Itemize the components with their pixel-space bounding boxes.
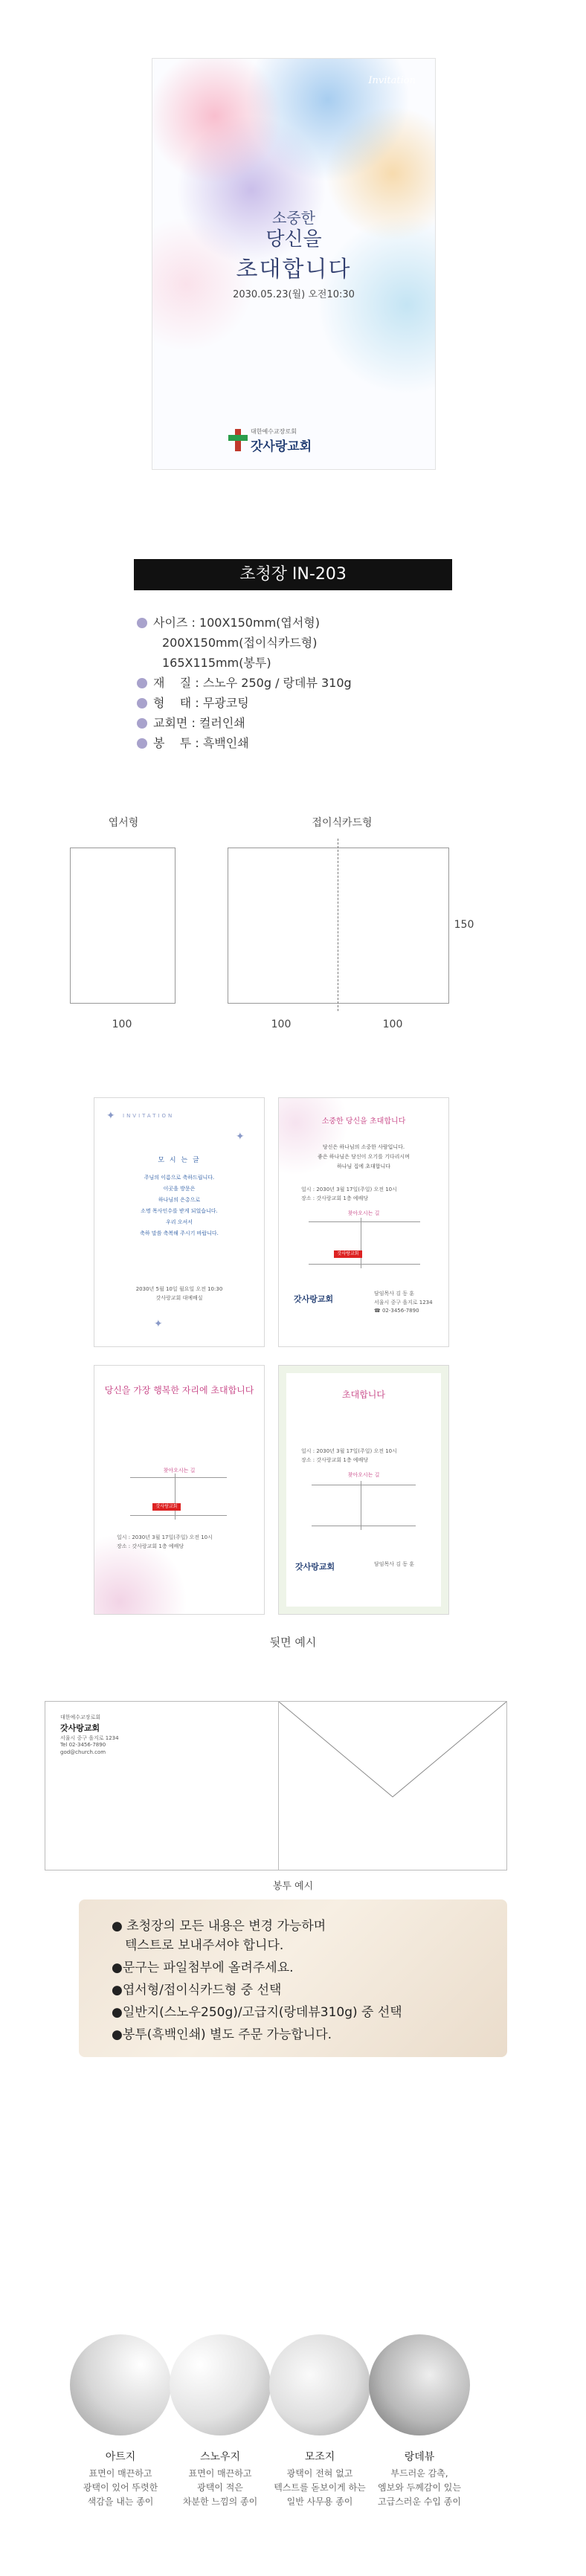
- envelope-flap: [279, 1702, 506, 1870]
- paper-sample-rendezvous: [369, 2334, 470, 2435]
- envelope-address: 서울시 중구 을지로 1234: [60, 1735, 119, 1741]
- spec-row: 형 태 : 무광코팅: [137, 694, 249, 712]
- card3-place: 장소 : 갓사랑교회 1층 예배당: [117, 1543, 184, 1549]
- card4-map-title: 찾아오시는 길: [347, 1472, 380, 1478]
- sparkle-icon: ✦: [106, 1110, 115, 1122]
- card2-pastor: 담임목사 김 동 훈: [374, 1291, 415, 1297]
- card2-phone: ☎ 02-3456-7890: [374, 1308, 419, 1314]
- back-sample-card-1: [94, 1097, 265, 1347]
- notice-item: ● 초청장의 모든 내용은 변경 가능하며: [112, 1919, 326, 1934]
- card3-date: 일시 : 2030년 3월 17일(주일) 오전 10시: [117, 1534, 213, 1540]
- notice-item: 텍스트로 보내주셔야 합니다.: [125, 1938, 284, 1953]
- card1-header: INVITATION: [123, 1113, 175, 1119]
- notice-item: ●문구는 파일첨부에 올려주세요.: [112, 1960, 294, 1975]
- card2-place: 장소 : 갓사랑교회 1층 예배당: [301, 1195, 369, 1201]
- paper-sample-art: [70, 2334, 171, 2435]
- card2-address: 서울시 중구 을지로 1234: [374, 1300, 433, 1305]
- cross-icon: [228, 429, 248, 451]
- hero-line-3: 초대합니다: [236, 256, 352, 283]
- paper-desc-snow: 표면이 매끈하고 광택이 적은 차분한 느낌의 종이: [182, 2468, 258, 2507]
- card4-title: 초대합니다: [342, 1389, 385, 1400]
- envelope-phone: Tel 02-3456-7890: [60, 1742, 106, 1748]
- envelope-denomination: 대한예수교장로회: [60, 1714, 101, 1720]
- spec-row: 200X150mm(접이식카드형): [162, 636, 318, 650]
- bullet-dot: [137, 678, 147, 688]
- postcard-outline: [70, 848, 176, 1004]
- card4-date: 일시 : 2030년 3월 17일(주일) 오전 10시: [301, 1448, 397, 1454]
- paper-name-art: 아트지: [105, 2451, 136, 2463]
- card1-greeting: 모 시 는 글: [158, 1157, 201, 1164]
- sparkle-icon: ✦: [236, 1131, 245, 1143]
- bullet-dot: [137, 698, 147, 708]
- church-logo: [228, 427, 362, 453]
- height-label: 150: [454, 919, 474, 931]
- card2-body: 당신은 하나님의 소중한 사람입니다. 좋은 하나님은 당신이 오기를 기다리시며 하나님 집에 초대합니다: [318, 1144, 410, 1169]
- hero-line-2: 당신을: [265, 228, 322, 251]
- spec-row: 재 질 : 스노우 250g / 랑데뷰 310g: [137, 674, 352, 692]
- card2-church: 갓사랑교회: [294, 1294, 334, 1304]
- paper-sample-snow: [170, 2334, 271, 2435]
- paper-name-rendezvous: 랑데뷰: [404, 2451, 435, 2463]
- back-sample-card-3: [94, 1365, 265, 1615]
- spec-row: 165X115mm(봉투): [162, 656, 271, 670]
- postcard-label: 엽서형: [108, 817, 139, 829]
- envelope-caption: 봉투 예시: [272, 1881, 314, 1892]
- spec-row: 교회면 : 컬러인쇄: [137, 714, 245, 732]
- paper-desc-wood-free: 광택이 전혀 없고 텍스트를 돋보이게 하는 일반 사무용 종이: [274, 2468, 366, 2507]
- card1-date: 2030년 5월 10일 월요일 오전 10:30: [135, 1286, 223, 1292]
- folded-card-outline: [228, 848, 449, 1004]
- bullet-dot: [137, 618, 147, 628]
- card4-place: 장소 : 갓사랑교회 1층 예배당: [301, 1457, 369, 1463]
- width-right-panel: 100: [382, 1019, 403, 1030]
- notice-item: ●엽서형/접이식카드형 중 선택: [112, 1983, 282, 1998]
- width-left-panel: 100: [271, 1019, 292, 1030]
- map-diagram: 갓사랑교회: [130, 1477, 227, 1516]
- folded-card-label: 접이식카드형: [312, 817, 373, 829]
- product-title: 초청장 IN-203: [134, 559, 452, 590]
- card1-body: 주님의 이름으로 축하드립니다. 이곳을 방문은 하나님의 은총으로 소명 목사인수를 받게 되었습니다. 우리 오셔서 축하 말씀 축복해 주시기 바랍니다.: [140, 1175, 219, 1236]
- card3-title: 당신을 가장 행복한 자리에 초대합니다: [104, 1385, 254, 1395]
- spec-row: 사이즈 : 100X150mm(엽서형): [137, 614, 320, 632]
- notice-item: ●일반지(스노우250g)/고급지(랑데뷰310g) 중 선택: [112, 2005, 402, 2020]
- map-diagram: 갓사랑교회: [309, 1221, 420, 1265]
- invitation-card-preview: [152, 58, 436, 470]
- back-sample-card-2: [278, 1097, 449, 1347]
- card2-date: 일시 : 2030년 3월 17일(주일) 오전 10시: [301, 1187, 397, 1192]
- envelope-front: [45, 1701, 284, 1870]
- invitation-script: Invitation: [368, 75, 416, 86]
- backside-caption: 뒷면 예시: [269, 1636, 317, 1649]
- card4-pastor: 담임목사 김 동 훈: [374, 1561, 415, 1567]
- width-postcard: 100: [112, 1019, 132, 1030]
- hero-datetime: 2030.05.23(월) 오전10:30: [233, 289, 355, 300]
- card2-title: 소중한 당신을 초대합니다: [321, 1117, 406, 1126]
- hero-line-1: 소중한: [272, 209, 315, 227]
- paper-sample-wood-free: [269, 2334, 370, 2435]
- card1-place: 갓사랑교회 대예배실: [155, 1295, 203, 1301]
- card4-church: 갓사랑교회: [295, 1562, 335, 1572]
- map-diagram: [312, 1485, 416, 1526]
- bullet-dot: [137, 738, 147, 749]
- envelope-email: god@church.com: [60, 1749, 106, 1755]
- church-name: 갓사랑교회: [251, 439, 312, 454]
- card3-map-title: 찾아오시는 길: [163, 1468, 196, 1473]
- envelope-church-name: 갓사랑교회: [60, 1723, 100, 1733]
- spec-row: 봉 투 : 흑백인쇄: [137, 735, 249, 752]
- envelope-back: [278, 1701, 507, 1870]
- bullet-dot: [137, 718, 147, 729]
- paper-desc-art: 표면이 매끈하고 광택이 있어 뚜렷한 색감을 내는 종이: [83, 2468, 158, 2507]
- notice-item: ●봉투(흑백인쇄) 별도 주문 가능합니다.: [112, 2027, 332, 2042]
- card2-map-title: 찾아오시는 길: [347, 1210, 380, 1216]
- church-denomination: 대한예수교장로회: [251, 428, 297, 435]
- paper-name-snow: 스노우지: [199, 2451, 241, 2463]
- paper-name-wood-free: 모조지: [304, 2451, 335, 2463]
- back-sample-card-4: [278, 1365, 449, 1615]
- sparkle-icon: ✦: [154, 1318, 163, 1330]
- paper-desc-rendezvous: 부드러운 감촉, 엠보와 두께감이 있는 고급스러운 수입 종이: [378, 2468, 461, 2507]
